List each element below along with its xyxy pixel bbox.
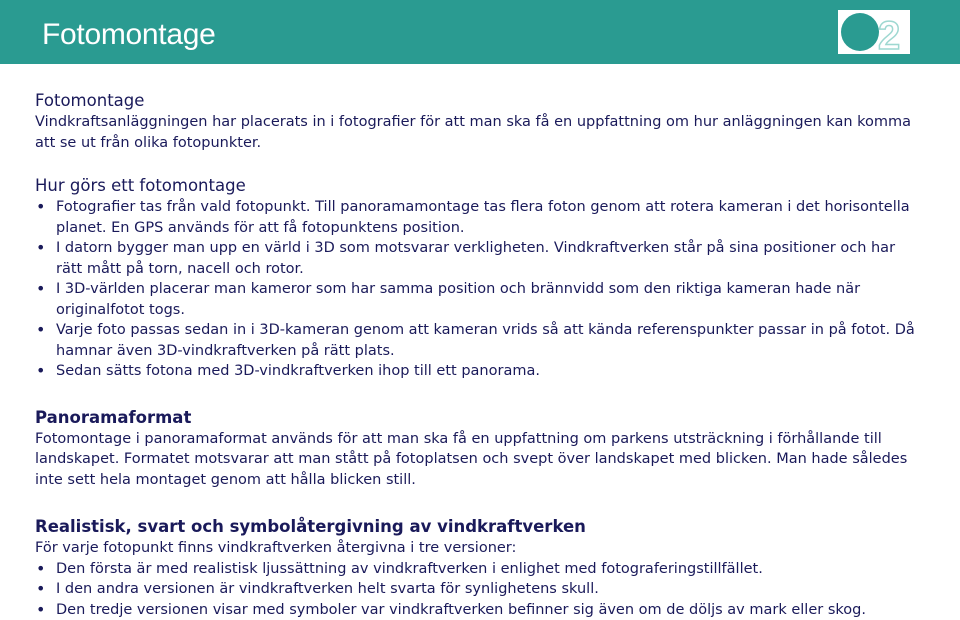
list-item: • Fotografier tas från vald fotopunkt. Till panoramamontage tas flera foton genom att rotera kameran i det horisontella planet. En GPS används för att få fotopunktens position.: [35, 197, 925, 238]
section-panorama: [35, 407, 925, 491]
list-item: • I den andra versionen är vindkraftverken helt svarta för synlighetens skull.: [35, 579, 925, 600]
bullet-list: [35, 559, 925, 620]
list-item: • Den tredje versionen visar med symboler var vindkraftverken befinner sig även om de döljs av mark eller skog.: [35, 600, 925, 620]
section-paragraph: Vindkraftsanläggningen har placerats in i fotografier för att man ska få en uppfattning om hur anläggningen kan komma att se ut från olika fotopunkter.: [35, 112, 925, 153]
list-item: • Den första är med realistisk ljussättning av vindkraftverken i enlighet med fotograferingstillfället.: [35, 559, 925, 580]
section-hur: [35, 175, 925, 382]
logo-text: 2: [878, 14, 900, 54]
document-body: [35, 90, 925, 620]
list-item: • Varje foto passas sedan in i 3D-kameran genom att kameran vrids så att kända referenspunkter passar in på fotot. Då hamnar även 3D-vindkraftverken på rätt plats.: [35, 320, 925, 361]
section-heading: Hur görs ett fotomontage: [35, 175, 925, 197]
list-item: • I 3D-världen placerar man kameror som har samma position och brännvidd som den riktiga kameran hade när originalfotot togs.: [35, 279, 925, 320]
section-heading: Panoramaformat: [35, 407, 925, 429]
list-item: • I datorn bygger man upp en värld i 3D som motsvarar verkligheten. Vindkraftverken står på sina positioner och har rätt mått på torn, nacell och rotor.: [35, 238, 925, 279]
list-item: • Sedan sätts fotona med 3D-vindkraftverken ihop till ett panorama.: [35, 361, 925, 382]
section-realistisk: [35, 516, 925, 620]
section-paragraph: Fotomontage i panoramaformat används för att man ska få en uppfattning om parkens utsträckning i förhållande till landskapet. Formatet motsvarar att man stått på fotoplatsen och svept över landskapet med blicken. Man hade således inte sett hela montaget genom att hålla blicken still.: [35, 429, 925, 491]
header-bar: [0, 0, 960, 64]
section-fotomontage: [35, 90, 925, 153]
bullet-list: [35, 197, 925, 382]
section-heading: Realistisk, svart och symbolåtergivning av vindkraftverken: [35, 516, 925, 538]
o2-logo-icon: [838, 10, 910, 54]
page-title: Fotomontage: [42, 18, 215, 52]
section-intro: För varje fotopunkt finns vindkraftverken återgivna i tre versioner:: [35, 538, 925, 559]
section-heading: Fotomontage: [35, 90, 925, 112]
